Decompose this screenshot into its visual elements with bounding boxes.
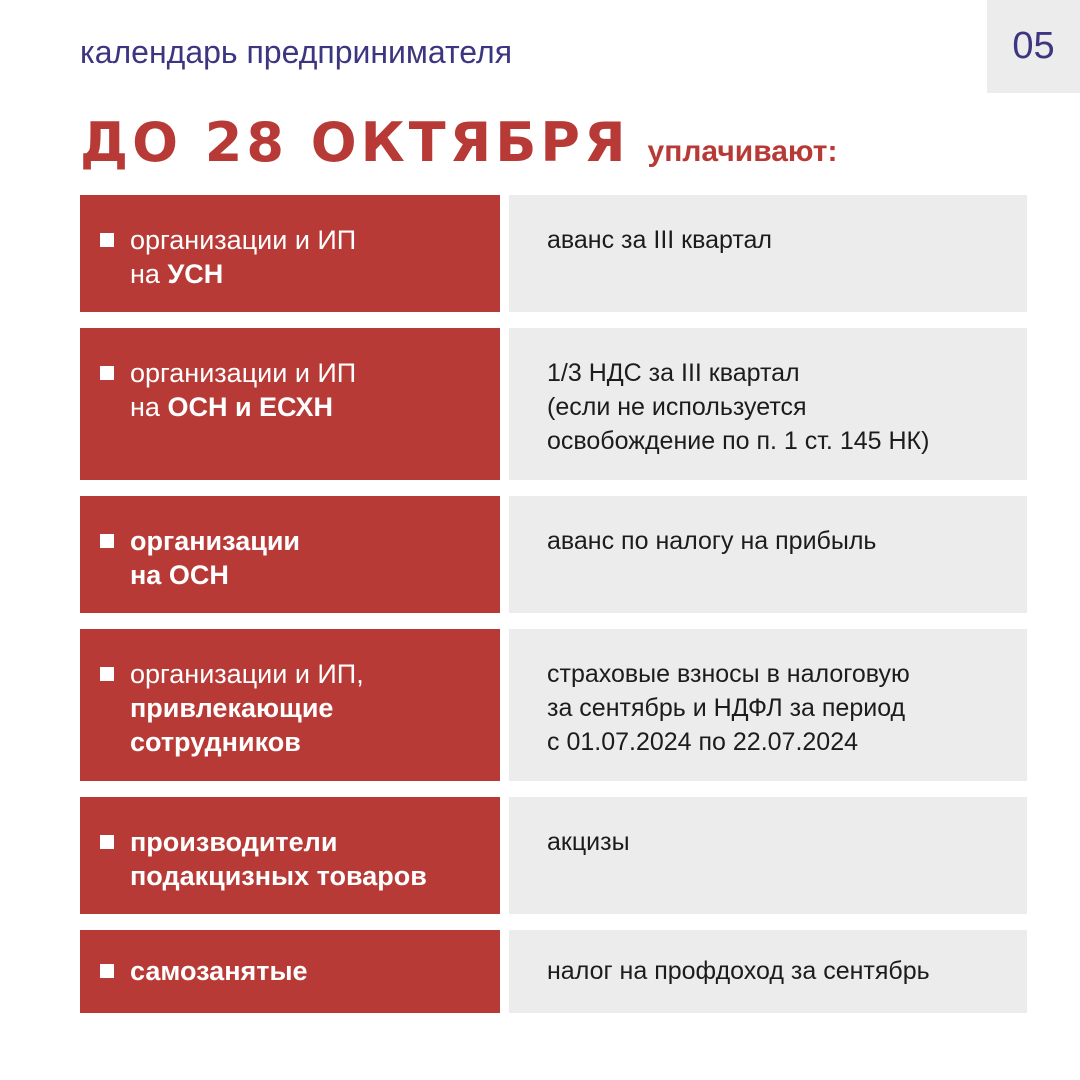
payment-cell <box>509 629 1027 781</box>
square-bullet-icon <box>100 667 114 681</box>
square-bullet-icon <box>100 964 114 978</box>
payer-line: производители <box>130 827 338 857</box>
payment-cell <box>509 930 1027 1013</box>
payment-cell <box>509 328 1027 480</box>
payment-line: налог на профдоход за сентябрь <box>547 957 930 985</box>
payment-cell <box>509 195 1027 312</box>
headline <box>80 111 838 174</box>
payment-line: акцизы <box>547 828 630 856</box>
payer-line: подакцизных товаров <box>130 861 427 891</box>
payer-line: организации и ИП <box>130 358 357 388</box>
payer-cell <box>80 797 500 914</box>
payer-line: на УСН <box>130 259 224 289</box>
headline-verb: уплачивают: <box>647 135 838 168</box>
table-row <box>80 930 1027 1013</box>
headline-date: ДО 28 ОКТЯБРЯ <box>80 111 630 174</box>
payment-line: за сентябрь и НДФЛ за период <box>547 694 906 722</box>
payment-line: аванс по налогу на прибыль <box>547 527 877 555</box>
payment-line: освобождение по п. 1 ст. 145 НК) <box>547 427 930 455</box>
payer-line: привлекающие <box>130 693 334 723</box>
payer-line: организации <box>130 526 301 556</box>
payment-line: с 01.07.2024 по 22.07.2024 <box>547 728 859 756</box>
payment-line: (если не используется <box>547 393 807 421</box>
payer-line: на ОСН <box>130 560 229 590</box>
payer-cell <box>80 195 500 312</box>
payer-line: организации и ИП <box>130 225 357 255</box>
square-bullet-icon <box>100 233 114 247</box>
kicker-title: календарь предпринимателя <box>80 34 513 70</box>
table-row <box>80 797 1027 914</box>
payment-line: аванс за III квартал <box>547 226 773 254</box>
payer-cell <box>80 629 500 781</box>
payer-line: на ОСН и ЕСХН <box>130 392 334 422</box>
payer-cell <box>80 496 500 613</box>
square-bullet-icon <box>100 835 114 849</box>
payer-line: сотрудников <box>130 727 301 757</box>
table-row <box>80 328 1027 480</box>
table-row <box>80 195 1027 312</box>
payment-cell <box>509 496 1027 613</box>
payment-line: страховые взносы в налоговую <box>547 660 910 688</box>
payer-cell <box>80 328 500 480</box>
payment-cell <box>509 797 1027 914</box>
square-bullet-icon <box>100 366 114 380</box>
table-row <box>80 629 1027 781</box>
page-number: 05 <box>987 0 1080 93</box>
payment-line: 1/3 НДС за III квартал <box>547 359 800 387</box>
payer-cell <box>80 930 500 1013</box>
payer-line: самозанятые <box>130 956 308 986</box>
payer-line: организации и ИП, <box>130 659 364 689</box>
table-row <box>80 496 1027 613</box>
square-bullet-icon <box>100 534 114 548</box>
